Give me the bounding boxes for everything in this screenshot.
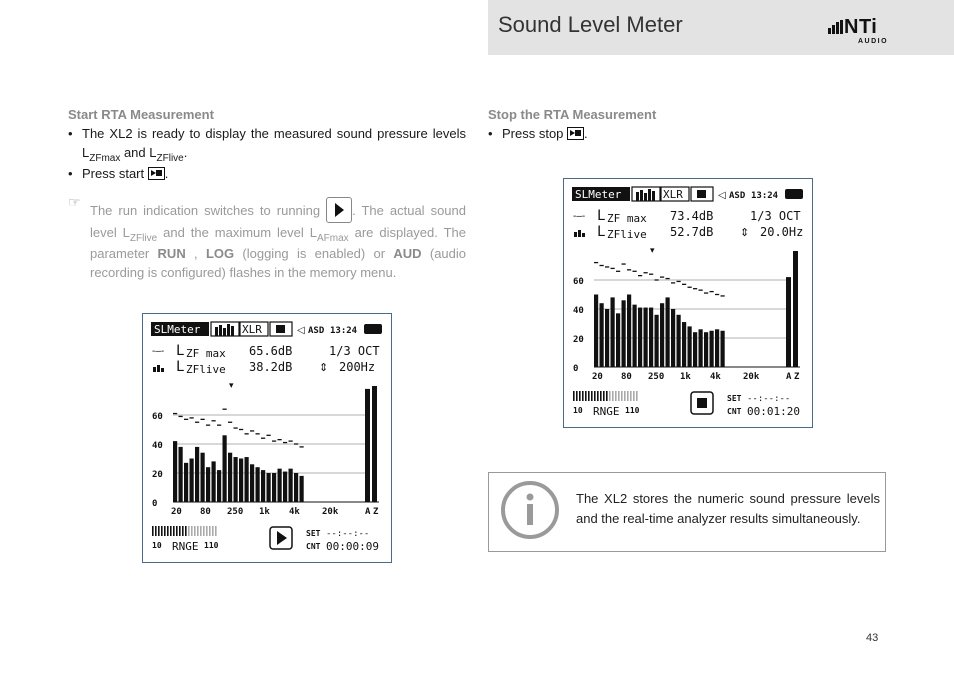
- live-bar: [627, 295, 631, 368]
- x-tick-label: 80: [200, 507, 211, 517]
- range-meter-tick: [155, 526, 157, 536]
- set-label: SET: [727, 394, 742, 403]
- range-meter-tick: [594, 391, 596, 401]
- cnt-value: 00:01:20: [747, 405, 800, 418]
- tab-slmeter: SLMeter: [154, 323, 201, 336]
- range-meter-tick: [209, 526, 211, 536]
- rta-tab-bar-4: [231, 326, 234, 336]
- range-meter-tick: [167, 526, 169, 536]
- live-bar: [633, 305, 637, 367]
- max-mark-icon: -‒-: [573, 211, 586, 222]
- asd-label: ASD: [308, 326, 325, 336]
- live-bar: [184, 463, 188, 502]
- live-bar: [261, 470, 265, 502]
- live-bar: [710, 331, 714, 367]
- x-tick-label: A: [365, 507, 371, 517]
- bullet-press-start: [68, 164, 466, 183]
- param-log: LOG: [205, 246, 235, 261]
- info-icon-cell: [489, 473, 567, 551]
- x-tick-label: 20k: [743, 372, 760, 382]
- cnt-label: CNT: [306, 542, 321, 551]
- range-meter-tick: [191, 526, 193, 536]
- rta-tab-bar-1: [640, 190, 643, 201]
- live-icon-bar-2: [161, 368, 164, 372]
- l-live-symbol: L: [176, 359, 185, 375]
- y-tick-label: 0: [573, 364, 579, 374]
- subscript: ZFlive: [156, 153, 184, 164]
- live-icon-bar-1: [578, 230, 581, 237]
- cursor-marker: ▾: [650, 245, 655, 255]
- max-mark-icon: -‒-: [152, 346, 165, 357]
- range-meter-tick: [173, 526, 175, 536]
- live-bar: [283, 472, 287, 502]
- range-low: 10: [573, 406, 583, 415]
- range-label: RNGE: [593, 405, 620, 418]
- range-meter-tick: [215, 526, 217, 536]
- l-live-value: 38.2dB: [249, 360, 293, 374]
- range-label: RNGE: [172, 540, 199, 553]
- rta-tab-bar-3: [227, 324, 230, 336]
- x-tick-label: A: [786, 372, 792, 382]
- live-bar: [272, 473, 276, 502]
- range-meter-tick: [197, 526, 199, 536]
- y-tick-label: 60: [573, 277, 584, 287]
- live-bar: [206, 467, 210, 502]
- live-bar: [649, 308, 653, 367]
- live-bar: [677, 315, 681, 367]
- y-tick-label: 20: [573, 335, 584, 345]
- range-meter-tick: [179, 526, 181, 536]
- logo-bars-icon: [828, 20, 844, 34]
- battery-icon: [785, 189, 803, 199]
- note-text: and the maximum level L: [157, 225, 317, 240]
- range-meter-tick: [600, 391, 602, 401]
- run-indicator-icon: [326, 197, 352, 223]
- range-meter-tick: [194, 526, 196, 536]
- subscript: ZFlive: [129, 233, 158, 244]
- bullet-text: Press stop: [502, 126, 564, 141]
- l-max-value: 65.6dB: [249, 344, 293, 358]
- header-bar: [488, 0, 954, 55]
- live-bar: [693, 332, 697, 367]
- live-bar: [294, 473, 298, 502]
- y-tick-label: 40: [152, 441, 163, 451]
- speaker-icon: ◁: [718, 190, 726, 201]
- live-bar: [644, 308, 648, 367]
- live-icon-bar-1: [157, 365, 160, 372]
- rta-tab-bar-0: [215, 327, 218, 336]
- band-label: 1/3 OCT: [750, 209, 801, 223]
- bullet-text: and L: [120, 145, 157, 160]
- x-tick-label: 80: [621, 372, 632, 382]
- live-bar: [715, 329, 719, 367]
- live-bar: [217, 470, 221, 502]
- clock: 13:24: [751, 191, 779, 201]
- set-value: --:--:--: [326, 529, 370, 539]
- live-bar: [600, 303, 604, 367]
- bullet-press-stop: [488, 124, 886, 143]
- cursor-freq: 200Hz: [339, 360, 376, 374]
- range-meter-tick: [621, 391, 623, 401]
- range-meter-tick: [588, 391, 590, 401]
- page-number: 43: [866, 632, 879, 644]
- lcd-display: [143, 314, 391, 562]
- run-note: [68, 194, 467, 282]
- note-text: (logging is enabled) or: [234, 246, 394, 261]
- range-meter-tick: [573, 391, 575, 401]
- live-bar: [234, 457, 238, 502]
- speaker-icon: ◁: [297, 325, 305, 336]
- range-meter-tick: [188, 526, 190, 536]
- xl2-screen-running: [142, 313, 392, 563]
- live-bar: [300, 476, 304, 502]
- range-meter-tick: [612, 391, 614, 401]
- start-rta-heading: Start RTA Measurement: [68, 107, 214, 122]
- asd-label: ASD: [729, 191, 746, 201]
- rta-tab-bar-1: [219, 325, 222, 336]
- live-bar: [179, 447, 183, 502]
- live-bar: [223, 435, 227, 502]
- range-meter-tick: [200, 526, 202, 536]
- l-max-label: ZF max: [607, 212, 647, 225]
- live-bar: [594, 295, 598, 368]
- live-bar: [256, 467, 260, 502]
- tab-xlr: XLR: [663, 188, 683, 201]
- range-meter-tick: [591, 391, 593, 401]
- live-bar: [190, 459, 194, 503]
- x-tick-label: 1k: [259, 507, 270, 517]
- live-icon-bar-0: [153, 367, 156, 372]
- l-max-value: 73.4dB: [670, 209, 714, 223]
- l-live-symbol: L: [597, 224, 606, 240]
- cnt-label: CNT: [727, 407, 742, 416]
- range-meter-tick: [576, 391, 578, 401]
- cursor-icon: ⇕: [740, 227, 750, 239]
- live-bar: [655, 315, 659, 367]
- rta-tab-bar-3: [648, 189, 651, 201]
- bullet-ready: [68, 124, 466, 164]
- cursor-freq: 20.0Hz: [760, 225, 804, 239]
- l-live-label: ZFlive: [186, 363, 226, 376]
- live-bar: [245, 457, 249, 502]
- l-max-label: ZF max: [186, 347, 226, 360]
- stop-rta-heading: Stop the RTA Measurement: [488, 107, 657, 122]
- note-text: ,: [185, 246, 206, 261]
- l-live-label: ZFlive: [607, 228, 647, 241]
- live-bar: [688, 326, 692, 367]
- range-meter-tick: [203, 526, 205, 536]
- live-bar: [289, 469, 293, 502]
- band-z-bar: [793, 251, 798, 367]
- bullet-text: Press start: [82, 166, 145, 181]
- live-bar: [682, 322, 686, 367]
- range-meter-tick: [618, 391, 620, 401]
- live-bar: [660, 303, 664, 367]
- range-meter-tick: [164, 526, 166, 536]
- set-value: --:--:--: [747, 394, 791, 404]
- left-column: [68, 105, 466, 282]
- range-meter-tick: [158, 526, 160, 536]
- x-tick-label: 4k: [710, 372, 721, 382]
- live-bar: [195, 447, 199, 502]
- note-text: . The actual sound level L: [90, 203, 466, 240]
- live-icon-bar-0: [574, 232, 577, 237]
- range-meter-tick: [170, 526, 172, 536]
- live-bar: [201, 453, 205, 502]
- x-tick-label: 20: [171, 507, 182, 517]
- bullet-text: The XL2 is ready to display the measured sound pressure levels L: [82, 126, 466, 160]
- live-bar: [212, 461, 216, 502]
- range-meter-tick: [636, 391, 638, 401]
- live-bar: [638, 308, 642, 367]
- range-meter-tick: [630, 391, 632, 401]
- right-column: [488, 105, 886, 143]
- note-text: are displayed. The parameter: [90, 225, 467, 261]
- subscript: ZFmax: [89, 153, 121, 164]
- set-label: SET: [306, 529, 321, 538]
- rta-tab-bar-0: [636, 192, 639, 201]
- live-bar: [616, 313, 620, 367]
- x-tick-label: 250: [227, 507, 244, 517]
- live-bar: [699, 329, 703, 367]
- range-meter-tick: [161, 526, 163, 536]
- tab-xlr: XLR: [242, 323, 262, 336]
- x-tick-label: Z: [794, 372, 800, 382]
- cnt-value: 00:00:09: [326, 540, 379, 553]
- range-meter-tick: [585, 391, 587, 401]
- bullet-text: .: [164, 166, 169, 181]
- x-tick-label: 4k: [289, 507, 300, 517]
- bullet-text: .: [584, 126, 588, 141]
- info-box: [488, 472, 886, 552]
- cursor-icon: ⇕: [319, 362, 329, 374]
- rta-tab-bar-2: [644, 193, 647, 201]
- live-bar: [605, 309, 609, 367]
- tab-slmeter: SLMeter: [575, 188, 622, 201]
- range-meter-tick: [185, 526, 187, 536]
- memory-icon: [276, 325, 285, 333]
- rta-tab-bar-2: [223, 328, 226, 336]
- x-tick-label: 1k: [680, 372, 691, 382]
- live-bar: [278, 469, 282, 502]
- live-bar: [622, 300, 626, 367]
- range-meter-tick: [624, 391, 626, 401]
- xl2-screen-stopped: [563, 178, 813, 428]
- l-max-symbol: L: [597, 208, 606, 224]
- note-text: The run indication switches to running: [90, 203, 321, 218]
- range-meter-tick: [579, 391, 581, 401]
- x-tick-label: 20k: [322, 507, 339, 517]
- range-meter-tick: [597, 391, 599, 401]
- range-meter-tick: [609, 391, 611, 401]
- bullet-text: .: [183, 145, 188, 160]
- x-tick-label: 20: [592, 372, 603, 382]
- rta-tab-bar-4: [652, 191, 655, 201]
- nti-audio-logo: [828, 18, 888, 45]
- range-meter-tick: [176, 526, 178, 536]
- band-a-bar: [786, 277, 791, 367]
- start-stop-key-icon: [567, 127, 584, 140]
- info-icon: [489, 473, 567, 551]
- live-bar: [611, 297, 615, 367]
- param-aud: AUD: [393, 246, 422, 261]
- y-tick-label: 20: [152, 470, 163, 480]
- live-bar: [666, 297, 670, 367]
- range-meter-tick: [615, 391, 617, 401]
- range-meter-tick: [606, 391, 608, 401]
- live-bar: [704, 332, 708, 367]
- y-tick-label: 60: [152, 412, 163, 422]
- subscript: AFmax: [316, 233, 349, 244]
- cursor-marker: ▾: [229, 380, 234, 390]
- band-a-bar: [365, 389, 370, 502]
- range-high: 110: [625, 406, 640, 415]
- band-label: 1/3 OCT: [329, 344, 380, 358]
- range-meter-tick: [206, 526, 208, 536]
- y-tick-label: 40: [573, 306, 584, 316]
- range-meter-tick: [627, 391, 629, 401]
- range-low: 10: [152, 541, 162, 550]
- live-bar: [250, 464, 254, 502]
- range-high: 110: [204, 541, 219, 550]
- live-icon-bar-2: [582, 233, 585, 237]
- y-tick-label: 0: [152, 499, 158, 509]
- info-text: The XL2 stores the numeric sound pressure levels and the real-time analyzer results simultaneously.: [576, 491, 880, 526]
- range-meter-tick: [152, 526, 154, 536]
- live-bar: [721, 331, 725, 367]
- range-meter-tick: [582, 391, 584, 401]
- lcd-display: [564, 179, 812, 427]
- param-run: RUN: [157, 246, 186, 261]
- logo-text: NTi: [844, 16, 878, 38]
- start-stop-key-icon: [148, 167, 165, 180]
- range-meter-tick: [603, 391, 605, 401]
- memory-icon: [697, 190, 706, 198]
- range-meter-tick: [212, 526, 214, 536]
- stop-icon: [697, 398, 707, 408]
- live-bar: [228, 453, 232, 502]
- live-bar: [267, 473, 271, 502]
- range-meter-tick: [633, 391, 635, 401]
- live-bar: [671, 309, 675, 367]
- live-bar: [173, 441, 177, 502]
- logo-sub: AUDIO: [858, 38, 889, 45]
- note-text: (audio recording is configured) flashes in the memory menu.: [90, 246, 466, 280]
- page-title: Sound Level Meter: [498, 12, 683, 37]
- x-tick-label: 250: [648, 372, 665, 382]
- battery-icon: [364, 324, 382, 334]
- l-max-symbol: L: [176, 343, 185, 359]
- x-tick-label: Z: [373, 507, 379, 517]
- band-z-bar: [372, 386, 377, 502]
- clock: 13:24: [330, 326, 358, 336]
- live-bar: [239, 459, 243, 503]
- l-live-value: 52.7dB: [670, 225, 714, 239]
- range-meter-tick: [182, 526, 184, 536]
- pointing-hand-icon: ☞: [68, 194, 81, 210]
